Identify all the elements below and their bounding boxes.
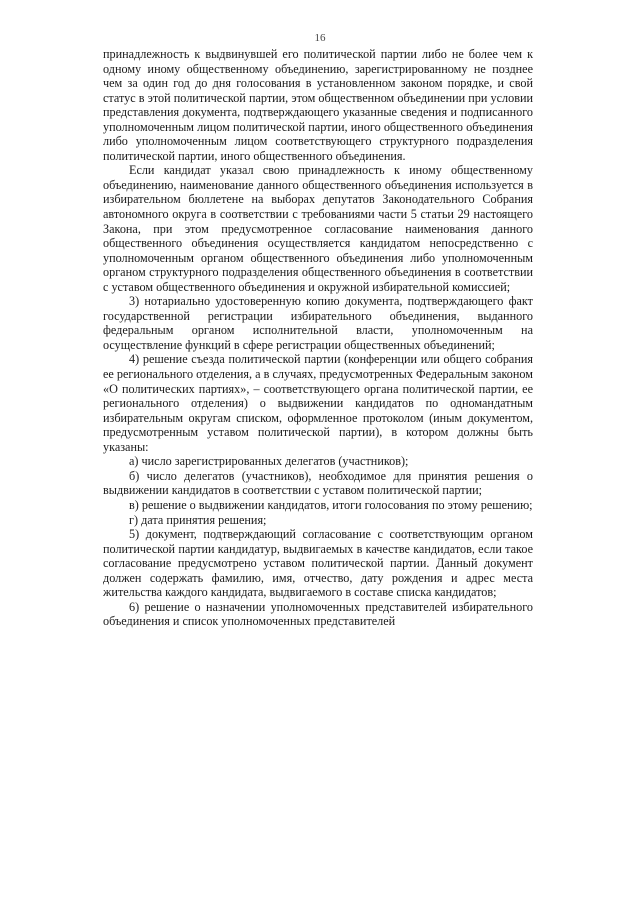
paragraph-subitem-a: а) число зарегистрированных делегатов (участников); (129, 454, 409, 469)
paragraph-continuation: принадлежность к выдвинувшей его политической партии либо не более чем к одному иному общественному объединению, зарегистрированному не позднее чем за один год до дня голосования в установленном законом порядке, и свой статус в этой политической партии, этом общественном объединении при условии представления документа, подтверждающего указанные сведения и подписанного уполномоченным лицом политической партии, иного общественного объединения либо уполномоченным лицом соответствующего структурного подразделения политической партии, иного общественного объединения. (103, 47, 533, 163)
page-number: 16 (314, 32, 326, 44)
paragraph-subitem-v: в) решение о выдвижении кандидатов, итоги голосования по этому решению; (129, 497, 533, 512)
paragraph-item-3-notarized-copy: 3) нотариально удостоверенную копию документа, подтверждающего факт государственной регистрации избирательного объединения, выданного федеральным органом исполнительной власти, уполномоченным на осуществление функций в сфере регистрации общественных объединений; (103, 294, 533, 352)
document-body (103, 47, 533, 629)
paragraph-item-6-representatives: 6) решение о назначении уполномоченных представителей избирательного объединения и список уполномоченных представителей (103, 599, 533, 629)
paragraph-subitem-b: б) число делегатов (участников), необходимое для принятия решения о выдвижении кандидатов в соответствии с уставом политической партии; (103, 468, 533, 498)
paragraph-other-association-name: Если кандидат указал свою принадлежность к иному общественному объединению, наименование данного общественного объединения используется в избирательном бюллетене на выборах депутатов Законодательного Собрания автономного округа в соответствии с требованиями части 5 статьи 29 настоящего Закона, при этом предусмотренное согласование наименования данного общественного объединения осуществляется кандидатом непосредственно с уполномоченным органом общественного объединения либо уполномоченным органом структурного подразделения общественного объединения в соответствии с уставом общественного объединения и окружной избирательной комиссией; (103, 163, 533, 294)
paragraph-item-5-approval-document: 5) документ, подтверждающий согласование с соответствующим органом политической партии кандидатур, выдвигаемых в качестве кандидатов, если такое согласование предусмотрено уставом политической партии. Данный документ должен содержать фамилию, имя, отчество, дату рождения и адрес места жительства каждого кандидата, выдвигаемого в составе списка кандидатов; (103, 527, 533, 600)
paragraph-item-4-party-decision: 4) решение съезда политической партии (конференции или общего собрания ее регионального отделения, а в случаях, предусмотренных Федеральным законом «О политических партиях», – соответствующего органа политической партии, ее регионального отделения) о выдвижении кандидатов по одномандатным избирательным округам списком, оформленное протоколом (иным документом, предусмотренным уставом политической партии), в котором должны быть указаны: (103, 352, 533, 454)
paragraph-subitem-g: г) дата принятия решения; (129, 512, 267, 527)
